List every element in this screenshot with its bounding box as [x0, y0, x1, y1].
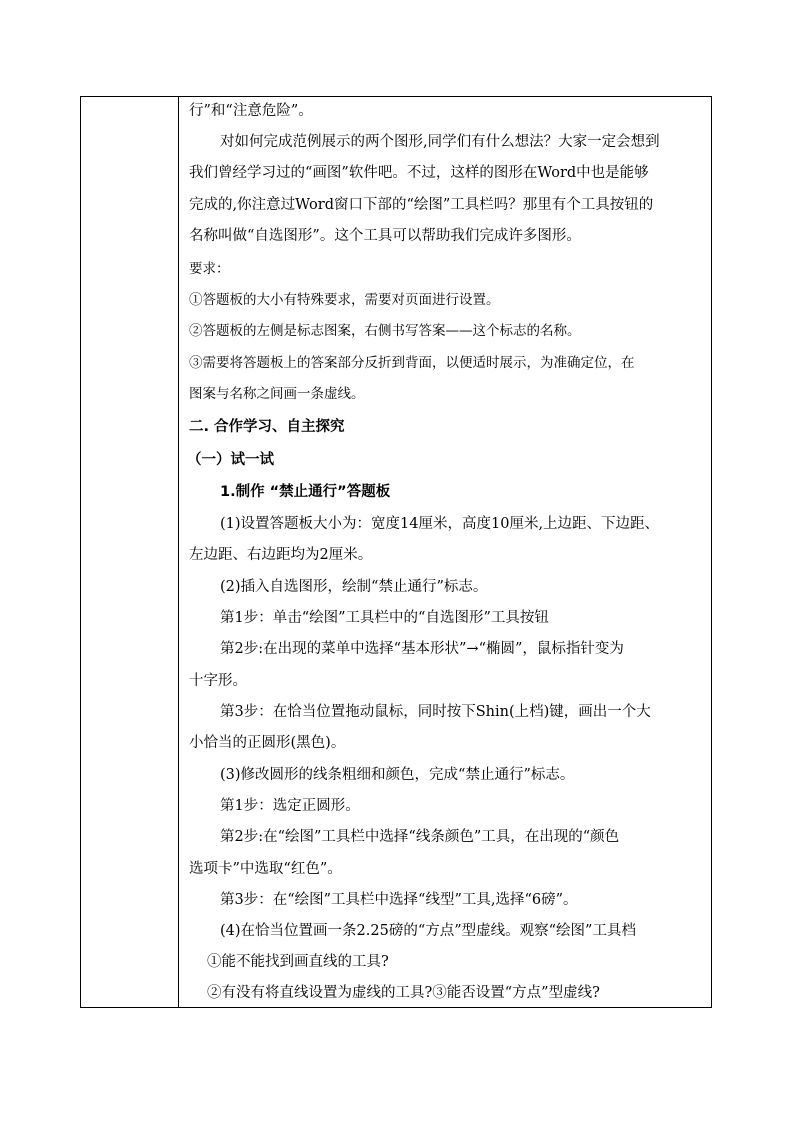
text-line: ①答题板的大小有特殊要求，需要对页面进行设置。	[189, 292, 500, 308]
text-line: 小恰当的正圆形(黑色)。	[189, 735, 346, 751]
text-line: (4)在恰当位置画一条2.25磅的“方点”型虚线。观察“绘图”工具档	[220, 923, 636, 939]
section-heading: 二. 合作学习、自主探究	[189, 419, 345, 435]
column-divider	[178, 97, 179, 1007]
text-line: ①能不能找到画直线的工具?	[207, 954, 389, 970]
text-line: 行”和“注意危险”。	[189, 103, 313, 119]
text-line: 名称叫做“自选图形”。这个工具可以帮助我们完成许多图形。	[189, 228, 581, 244]
text-line: 第1步：选定正圆形。	[220, 798, 360, 814]
text-line: ②答题板的左侧是标志图案，右侧书写答案——这个标志的名称。	[189, 323, 581, 339]
text-line: ②有没有将直线设置为虚线的工具?③能否设置“方点”型虚线?	[207, 985, 600, 1001]
text-line: 第1步：单击“绘图”工具栏中的“自选图形”工具按钮	[220, 610, 549, 626]
text-line: 第2步:在出现的菜单中选择“基本形状”→“椭圆”，鼠标指针变为	[220, 641, 624, 657]
text-line: 选项卡”中选取“红色”。	[189, 861, 342, 877]
text-line: 对如何完成范例展示的两个图形,同学们有什么想法？大家一定会想到	[220, 134, 660, 150]
text-line: (1)设置答题板大小为：宽度14厘米，高度10厘米,上边距、下边距、	[220, 516, 660, 532]
text-line: ③需要将答题板上的答案部分反折到背面，以便适时展示，为准确定位，在	[189, 355, 635, 371]
text-line: (3)修改圆形的线条粗细和颜色，完成“禁止通行”标志。	[220, 767, 575, 783]
text-line: (2)插入自选图形，绘制“禁止通行”标志。	[220, 579, 488, 595]
subsection-heading: （一）试一试	[187, 452, 274, 468]
text-line: 要求：	[189, 261, 230, 277]
table-frame	[80, 96, 712, 1008]
text-line: 左边距、右边距均为2厘米。	[189, 547, 373, 563]
text-line: 第3步：在恰当位置拖动鼠标，同时按下Shin(上档)键，画出一个大	[220, 704, 651, 720]
text-line: 图案与名称之间画一条虚线。	[189, 386, 365, 402]
text-line: 第3步：在“绘图”工具栏中选择“线型”工具,选择“6磅”。	[220, 892, 578, 908]
text-line: 完成的,你注意过Word窗口下部的“绘图”工具栏吗？那里有个工具按钮的	[189, 197, 654, 213]
text-line: 第2步:在“绘图”工具栏中选择“线条颜色”工具，在出现的“颜色	[220, 829, 620, 845]
text-line: 十字形。	[189, 673, 247, 689]
task-heading: 1.制作 “禁止通行”答题板	[220, 484, 391, 500]
text-line: 我们曾经学习过的“画图”软件吧。不过，这样的图形在Word中也是能够	[189, 165, 649, 181]
